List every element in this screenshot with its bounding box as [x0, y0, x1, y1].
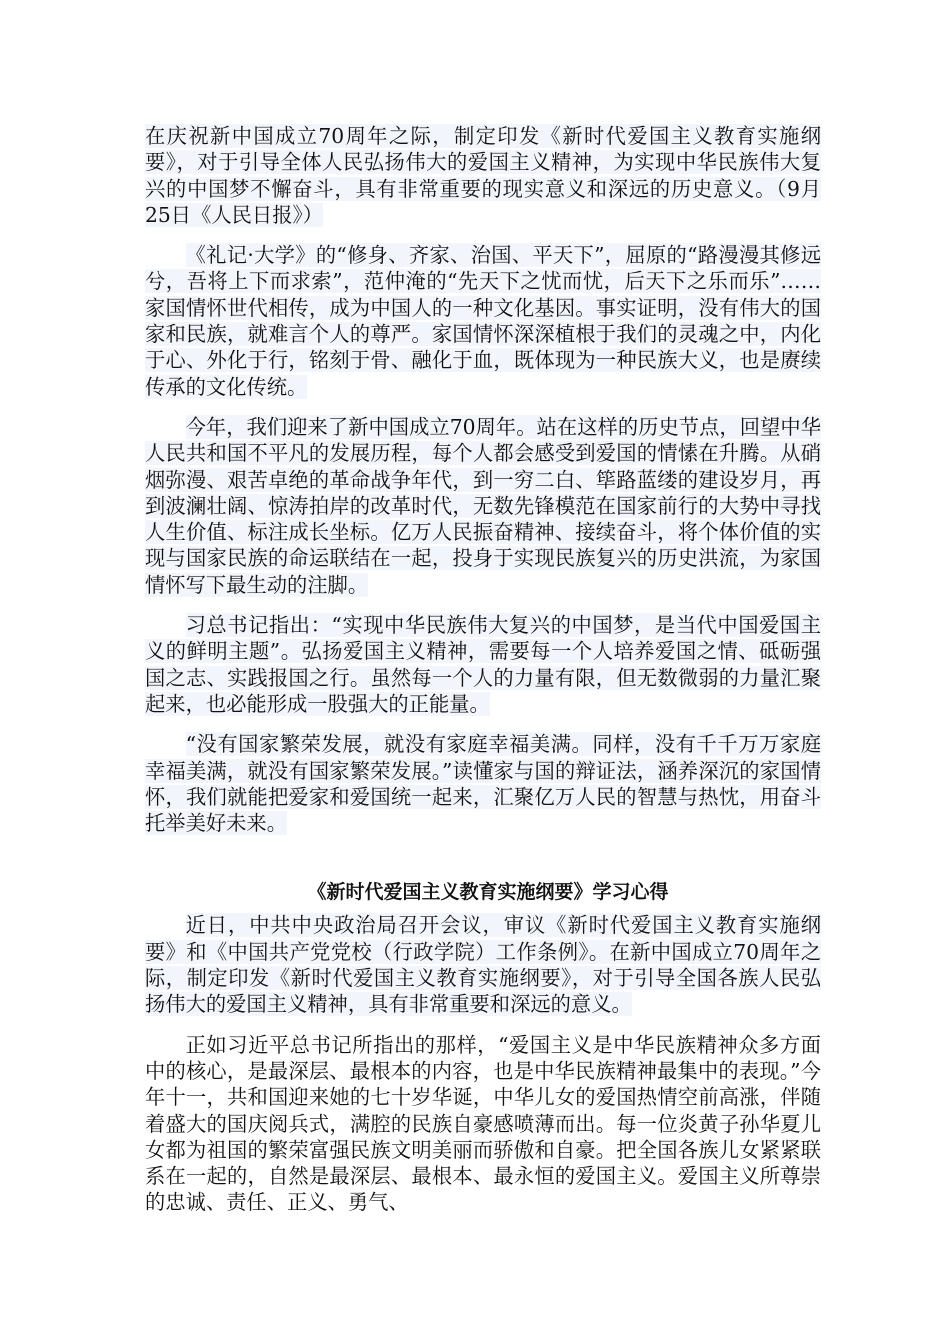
- paragraph-text: 习总书记指出：“实现中华民族伟大复兴的中国梦，是当代中国爱国主义的鲜明主题”。弘扬爱国主义精神，需要每一个人培养爱国之情、砥砺强国之志、实践报国之行。虽然每一个人的力量有限，但无数微弱的力量汇聚起来，也必能形成一股强大的正能量。: [145, 613, 821, 716]
- paragraph-text: 在庆祝新中国成立70周年之际，制定印发《新时代爱国主义教育实施纲要》，对于引导全体人民弘扬伟大的爱国主义精神，为实现中华民族伟大复兴的中国梦不懈奋斗，具有非常重要的现实意义和深远的历史意义。（9月25日《人民日报》）: [145, 124, 821, 227]
- paragraph-family-and-country: [145, 731, 821, 836]
- document-body: [145, 123, 821, 1230]
- section-heading: 《新时代爱国主义教育实施纲要》学习心得: [307, 881, 669, 904]
- paragraph-70th-anniversary: [145, 414, 821, 598]
- paragraph-patriotism-core: [145, 1032, 821, 1216]
- paragraph-text: 今年，我们迎来了新中国成立70周年。站在这样的历史节点，回望中华人民共和国不平凡的发展历程，每个人都会感受到爱国的情愫在升腾。从硝烟弥漫、艰苦卓绝的革命战争年代，到一穷二白、筚路蓝缕的建设岁月，再到波澜壮阔、惊涛拍岸的改革时代，无数先锋模范在国家前行的大势中寻找人生价值、标注成长坐标。亿万人民振奋精神、接续奋斗，将个体价值的实现与国家民族的命运联结在一起，投身于实现民族复兴的历史洪流，为家国情怀写下最生动的注脚。: [145, 414, 821, 597]
- paragraph-family-nation-tradition: [145, 242, 821, 400]
- paragraph-text: “没有国家繁荣发展，就没有家庭幸福美满。同样，没有千千万万家庭幸福美满，就没有国家繁荣发展。”读懂家与国的辩证法，涵养深沉的家国情怀，我们就能把爱家和爱国统一起来，汇聚亿万人民的智慧与热忱，用奋斗托举美好未来。: [145, 732, 821, 836]
- paragraph-politburo-meeting: [145, 912, 821, 1017]
- paragraph-intro: [145, 123, 821, 228]
- paragraph-text: 正如习近平总书记所指出的那样，“爱国主义是中华民族精神众多方面中的核心，是最深层、最根本的内容，也是中华民族精神最集中的表现。”今年十一，共和国迎来她的七十岁华诞，中华儿女的爱国热情空前高涨，伴随着盛大的国庆阅兵式，满腔的民族自豪感喷薄而出。每一位炎黄子孙华夏儿女都为祖国的繁荣富强民族文明美丽而骄傲和自豪。把全国各族儿女紧紧联系在一起的，自然是最深层、最根本、最永恒的爱国主义。爱国主义所尊崇的忠诚、责任、正义、勇气、: [145, 1032, 821, 1215]
- section-spacer: [145, 850, 821, 878]
- paragraph-xi-quote: [145, 612, 821, 717]
- paragraph-text: 近日，中共中央政治局召开会议，审议《新时代爱国主义教育实施纲要》和《中国共产党党校（行政学院）工作条例》。在新中国成立70周年之际，制定印发《新时代爱国主义教育实施纲要》，对于引导全国各族人民弘扬伟大的爱国主义精神，具有非常重要和深远的意义。: [145, 913, 821, 1017]
- paragraph-text: 《礼记·大学》的“修身、齐家、治国、平天下”，屈原的“路漫漫其修远兮，吾将上下而求索”，范仲淹的“先天下之忧而忧，后天下之乐而乐”……家国情怀世代相传，成为中国人的一种文化基因。事实证明，没有伟大的国家和民族，就难言个人的尊严。家国情怀深深植根于我们的灵魂之中，内化于心、外化于行，铭刻于骨、融化于血，既体现为一种民族大义，也是赓续传承的文化传统。: [145, 243, 821, 399]
